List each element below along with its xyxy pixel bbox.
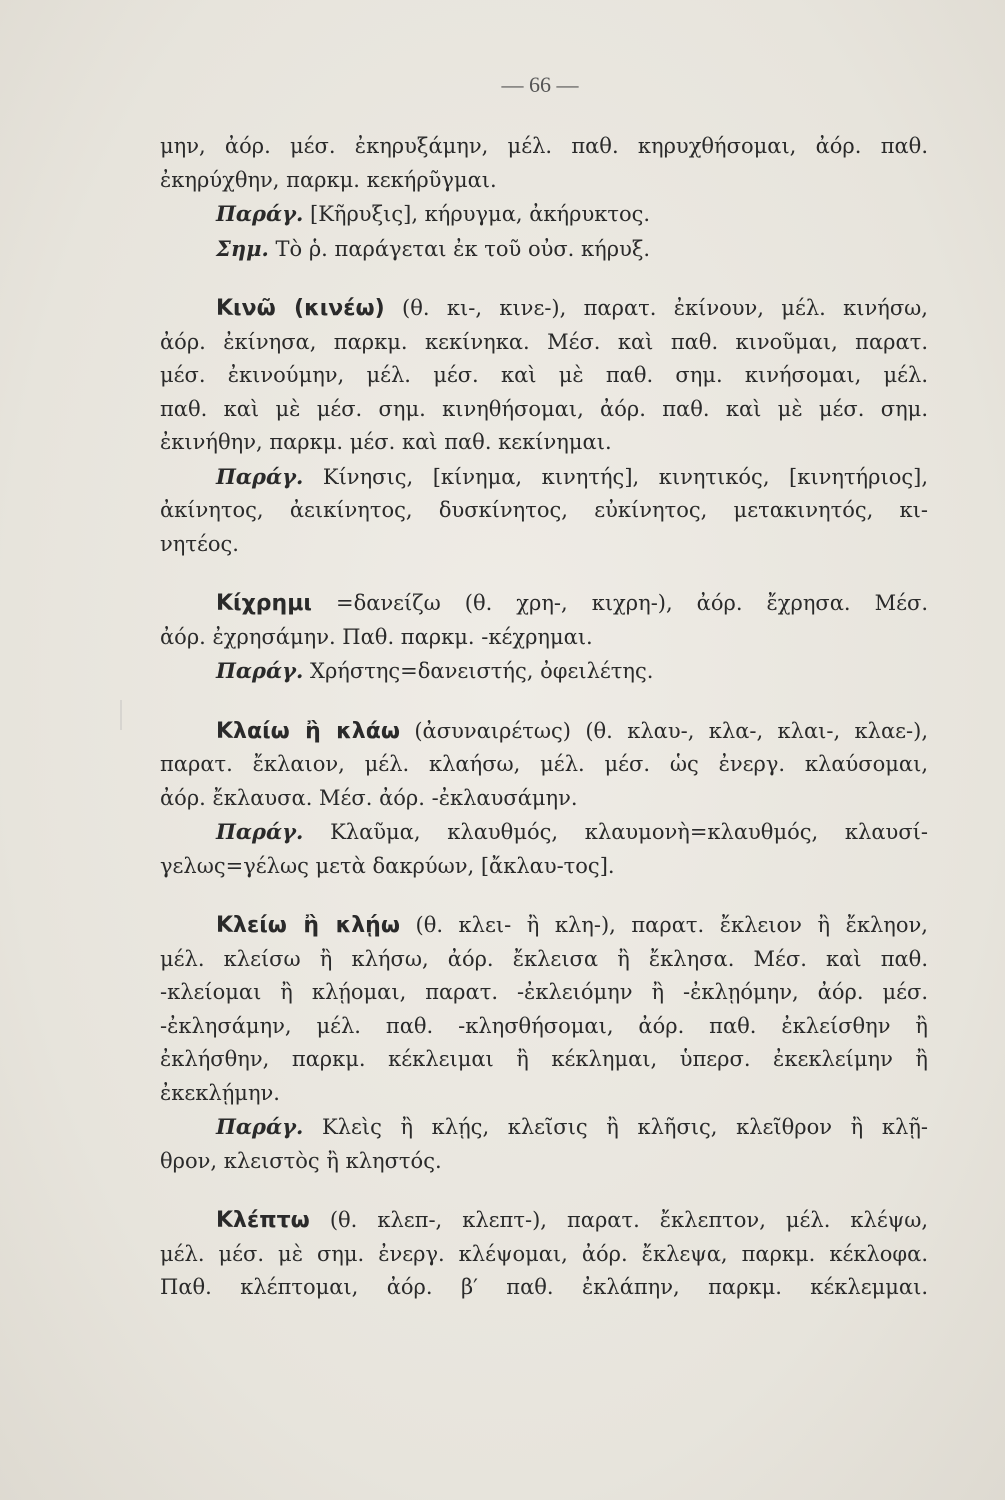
text-line xyxy=(160,393,928,427)
entry-gap xyxy=(160,689,928,715)
text-line xyxy=(160,748,928,782)
line-text: μέσ. ἐκινούμην, μέλ. μέσ. καὶ μὲ παθ. σημ. κινήσομαι, μέλ. xyxy=(160,363,928,387)
abbreviation-label: Παράγ. xyxy=(216,819,304,844)
text-line xyxy=(160,943,928,977)
line-text: (θ. κλεπ-, κλεπτ-), παρατ. ἔκλεπτον, μέλ. κλέψω, xyxy=(329,1208,928,1232)
text-line xyxy=(160,426,928,460)
line-text: ἀκίνητος, ἀεικίνητος, δυσκίνητος, εὐκίνητος, μετακινητός, κι- xyxy=(160,498,928,522)
line-text: ἐκινήθην, παρκμ. μέσ. καὶ παθ. κεκίνημαι. xyxy=(160,430,612,454)
headword: Κλέπτω xyxy=(216,1208,310,1233)
entry-gap xyxy=(160,561,928,587)
entry-gap xyxy=(160,883,928,909)
text-line xyxy=(160,494,928,528)
line-text: Κλεὶς ἢ κλῄς, κλεῖσις ἢ κλῆσις, κλεῖθρον ἢ κλῇ- xyxy=(321,1115,928,1139)
text-line xyxy=(160,850,928,884)
text-line xyxy=(160,460,928,495)
line-text: μέλ. μέσ. μὲ σημ. ἐνεργ. κλέψομαι, ἀόρ. ἔκλεψα, παρκμ. κέκλοφα. xyxy=(160,1241,928,1266)
line-text: παθ. καὶ μὲ μέσ. σημ. κινηθήσομαι, ἀόρ. παθ. καὶ μὲ μέσ. σημ. xyxy=(160,396,928,421)
margin-mark xyxy=(120,700,122,730)
dictionary-text xyxy=(160,130,928,1305)
text-line xyxy=(160,1043,928,1077)
text-line xyxy=(160,359,928,393)
line-text: Κλαῦμα, κλαυθμός, κλαυμονὴ=κλαυθμός, κλαυσί- xyxy=(330,820,928,844)
headword: Κινῶ (κινέω) xyxy=(216,296,385,321)
headword: Κλαίω ἢ κλάω xyxy=(216,718,400,744)
line-text: μέλ. κλείσω ἢ κλήσω, ἀόρ. ἔκλεισα ἢ ἔκλησα. Μέσ. καὶ παθ. xyxy=(160,946,928,971)
line-text: ἐκηρύχθην, παρκμ. κεκήρῦγμαι. xyxy=(160,167,497,192)
line-text: ἐκλήσθην, παρκμ. κέκλειμαι ἢ κέκλημαι, ὑπερσ. ἐκεκλείμην ἢ xyxy=(160,1047,928,1071)
headword: Κίχρημι xyxy=(216,591,312,616)
text-line xyxy=(160,197,928,232)
line-text: [Κῆρυξις], κήρυγμα, ἀκήρυκτος. xyxy=(310,202,651,226)
headword: Κλείω ἢ κλῄω xyxy=(216,913,400,938)
line-text: παρατ. ἔκλαιον, μέλ. κλαήσω, μέλ. μέσ. ὡς ἐνεργ. κλαύσομαι, xyxy=(160,752,928,776)
line-text: ἀόρ. ἔκλαυσα. Μέσ. ἀόρ. -ἐκλαυσάμην. xyxy=(160,785,578,810)
text-line xyxy=(160,654,928,689)
text-line xyxy=(160,1010,928,1044)
text-line xyxy=(160,528,928,562)
abbreviation-label: Παράγ. xyxy=(216,201,304,226)
line-text: γελως=γέλως μετὰ δακρύων, [ἄκλαυ-τος]. xyxy=(160,853,615,878)
text-line xyxy=(160,1271,928,1305)
abbreviation-label: Παράγ. xyxy=(216,1114,304,1139)
line-text: Τὸ ῥ. παράγεται ἐκ τοῦ οὐσ. κήρυξ. xyxy=(275,236,651,261)
line-text: (θ. κλει- ἢ κλη-), παρατ. ἔκλειον ἢ ἔκληον, xyxy=(415,913,928,937)
text-line xyxy=(160,1077,928,1111)
text-line xyxy=(160,909,928,943)
text-line xyxy=(160,1238,928,1272)
text-line xyxy=(160,130,928,164)
text-line xyxy=(160,782,928,816)
line-text: (θ. κι-, κινε-), παρατ. ἐκίνουν, μέλ. κινήσω, xyxy=(402,296,928,320)
line-text: Κίνησις, [κίνημα, κινητής], κινητικός, [κινητήριος], xyxy=(322,464,928,489)
line-text: =δανείζω (θ. χρη-, κιχρη-), ἀόρ. ἔχρησα. Μέσ. xyxy=(335,591,928,615)
line-text: ἐκεκλῄμην. xyxy=(160,1080,280,1105)
text-line xyxy=(160,815,928,850)
entry-gap xyxy=(160,266,928,292)
abbreviation-label: Σημ. xyxy=(216,235,269,261)
text-line xyxy=(160,1110,928,1145)
page-number: — 66 — xyxy=(501,72,579,97)
abbreviation-label: Παράγ. xyxy=(216,658,304,683)
line-text: νητέος. xyxy=(160,531,239,556)
line-text: μην, ἀόρ. μέσ. ἐκηρυξάμην, μέλ. παθ. κηρυχθήσομαι, ἀόρ. παθ. xyxy=(160,134,928,158)
line-text: Χρήστης=δανειστής, ὀφειλέτης. xyxy=(310,659,654,683)
abbreviation-label: Παράγ. xyxy=(216,463,304,489)
line-text: ἀόρ. ἐχρησάμην. Παθ. παρκμ. -κέχρημαι. xyxy=(160,624,593,649)
text-line xyxy=(160,1204,928,1238)
text-line xyxy=(160,326,928,360)
text-line xyxy=(160,164,928,198)
text-line xyxy=(160,292,928,326)
text-line xyxy=(160,232,928,267)
line-text: θρον, κλειστὸς ἢ κληστός. xyxy=(160,1148,442,1173)
text-line xyxy=(160,587,928,621)
line-text: -ἐκλησάμην, μέλ. παθ. -κλησθήσομαι, ἀόρ. παθ. ἐκλείσθην ἢ xyxy=(160,1013,928,1038)
line-text: (ἀσυναιρέτως) (θ. κλαυ-, κλα-, κλαι-, κλαε-), xyxy=(414,718,928,743)
text-line xyxy=(160,715,928,749)
line-text: -κλείομαι ἢ κλῄομαι, παρατ. -ἐκλειόμην ἢ -ἐκλῃόμην, ἀόρ. μέσ. xyxy=(160,980,928,1004)
entry-gap xyxy=(160,1178,928,1204)
line-text: Παθ. κλέπτομαι, ἀόρ. β′ παθ. ἐκλάπην, παρκμ. κέκλεμμαι. xyxy=(160,1275,928,1299)
text-line xyxy=(160,1145,928,1179)
line-text: ἀόρ. ἐκίνησα, παρκμ. κεκίνηκα. Μέσ. καὶ παθ. κινοῦμαι, παρατ. xyxy=(160,329,928,354)
text-line xyxy=(160,621,928,655)
text-line xyxy=(160,976,928,1010)
